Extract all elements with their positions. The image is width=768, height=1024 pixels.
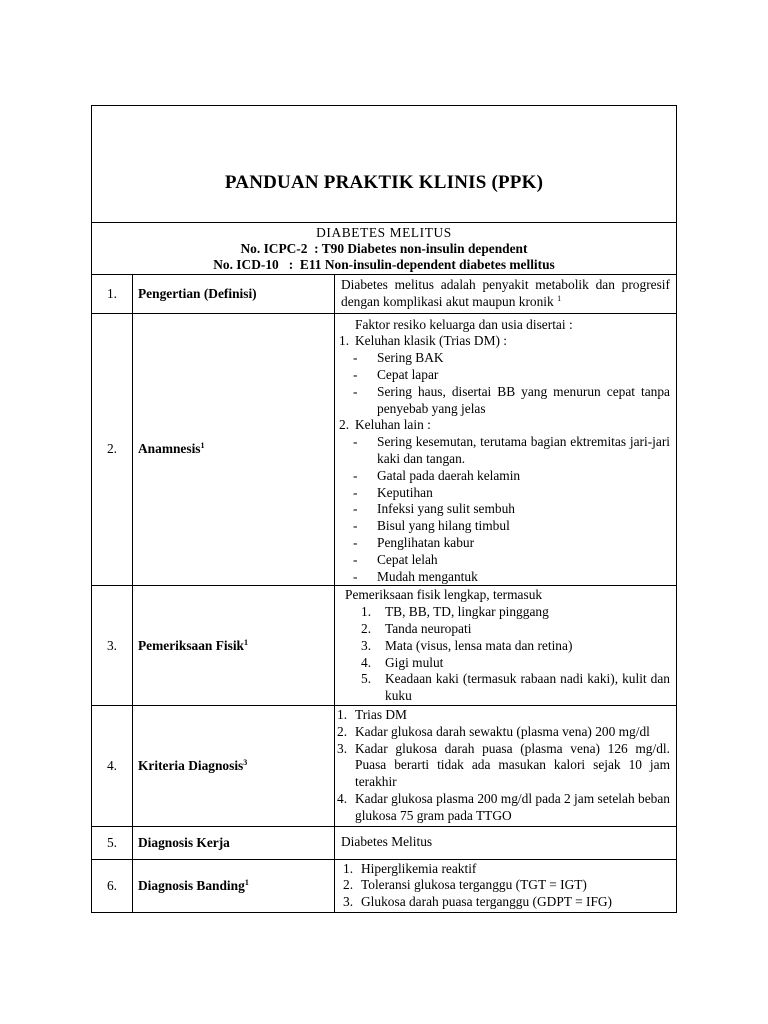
list-item: - Gatal pada daerah kelamin [353, 467, 521, 483]
table-row [92, 826, 677, 859]
row-label: Diagnosis Kerja [133, 826, 335, 859]
row-label: Pengertian (Definisi) [133, 275, 335, 314]
list-item: - Cepat lapar [353, 366, 439, 382]
row-label: Pemeriksaan Fisik$^1$ [133, 586, 335, 706]
row-content [335, 586, 677, 706]
table-row [92, 859, 677, 912]
working-diagnosis: Diabetes Melitus [341, 834, 433, 850]
table-row [92, 275, 677, 314]
disease-name: DIABETES MELITUS [316, 225, 452, 240]
row-number: 6. [92, 859, 133, 912]
list-item: - Mudah mengantuk [353, 568, 478, 584]
list-item: - Sering kesemutan, terutama bagian ektremitas jari-jari kaki dan tangan. [353, 434, 670, 466]
list-item: 1. Keluhan klasik (Trias DM) : [339, 333, 507, 349]
list-item: - Infeksi yang sulit sembuh [353, 501, 515, 517]
row-content [335, 826, 677, 859]
row-number: 5. [92, 826, 133, 859]
list-item: - Keputihan [353, 484, 433, 500]
list-item: 2. Tanda neuropati [361, 620, 472, 636]
list-item: - Bisul yang hilang timbul [353, 518, 510, 534]
list-item: 1. TB, BB, TD, lingkar pinggang [361, 604, 549, 620]
row-label: Diagnosis Banding$^1$ [133, 859, 335, 912]
list-item: 1. Hiperglikemia reaktif [343, 860, 477, 876]
list-item: 4. Kadar glukosa plasma 200 mg/dl pada 2 jam setelah beban glukosa 75 gram pada TTGO [337, 790, 670, 823]
ppk-document [91, 105, 677, 913]
title-box [91, 105, 677, 223]
table-row [92, 586, 677, 706]
list-item: 3. Mata (visus, lensa mata dan retina) [361, 637, 573, 653]
row-content [335, 705, 677, 826]
document-title: PANDUAN PRAKTIK KLINIS (PPK) [224, 172, 544, 193]
list-item: 2. Toleransi glukosa terganggu (TGT = IGT) [343, 877, 587, 893]
row-number: 1. [92, 275, 133, 314]
definition-text: Diabetes melitus adalah penyakit metabolik dan progresif dengan komplikasi akut maupun kronik [341, 277, 670, 309]
ppk-table [91, 274, 677, 913]
row-content [335, 275, 677, 314]
disease-heading [91, 223, 677, 275]
list-item: 4. Gigi mulut [361, 654, 444, 670]
list-item: 2. Kadar glukosa darah sewaktu (plasma vena) 200 mg/dl [337, 723, 650, 739]
footnote-ref: 1 [557, 293, 562, 303]
footnote-ref: 1 [200, 441, 205, 451]
list-item: 5. Keadaan kaki (termasuk rabaan nadi kaki), kulit dan kuku [361, 671, 670, 704]
footnote-ref: 1 [244, 637, 249, 647]
row-content [335, 859, 677, 912]
anamnesis-intro: Faktor resiko keluarga dan usia disertai : [355, 316, 573, 332]
footnote-ref: 1 [244, 877, 249, 887]
row-label: Anamnesis$^1$ [133, 313, 335, 586]
row-number: 4. [92, 705, 133, 826]
row-content [335, 313, 677, 586]
row-number: 3. [92, 586, 133, 706]
list-item: - Sering haus, disertai BB yang menurun cepat tanpa penyebab yang jelas [353, 383, 670, 416]
row-label: Kriteria Diagnosis$^3$ [133, 705, 335, 826]
list-item: 2. Keluhan lain : [339, 417, 431, 433]
icd-code: No. ICD-10 : E11 Non-insulin-dependent diabetes mellitus [213, 257, 555, 272]
footnote-ref: 3 [243, 757, 248, 767]
table-row [92, 705, 677, 826]
list-item: - Cepat lelah [353, 551, 438, 567]
list-item: 1. Trias DM [337, 706, 407, 722]
list-item: 3. Kadar glukosa darah puasa (plasma vena) 126 mg/dl. Puasa berarti tidak ada masukan kalori sejak 10 jam terakhir [337, 740, 670, 790]
icpc-code: No. ICPC-2 : T90 Diabetes non-insulin dependent [240, 241, 528, 256]
exam-intro: Pemeriksaan fisik lengkap, termasuk [345, 587, 543, 603]
list-item: - Sering BAK [353, 350, 444, 366]
table-row [92, 313, 677, 586]
row-number: 2. [92, 313, 133, 586]
list-item: 3. Glukosa darah puasa terganggu (GDPT = IFG) [343, 894, 613, 910]
list-item: - Penglihatan kabur [353, 534, 475, 550]
